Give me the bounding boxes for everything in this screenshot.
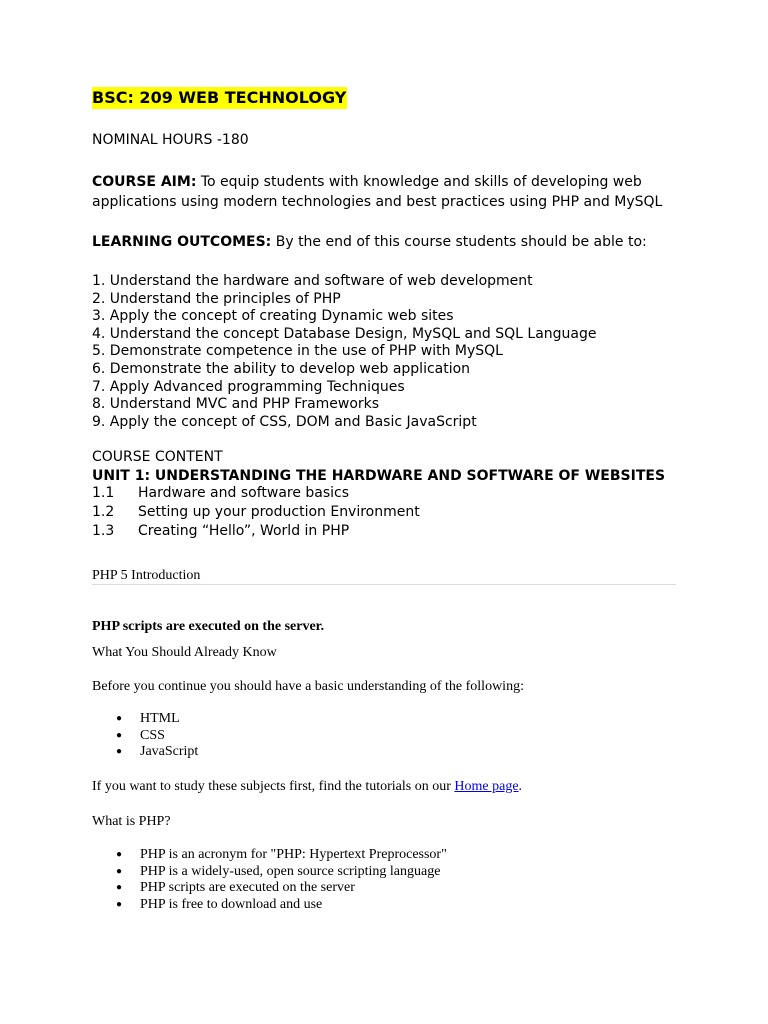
prereq-list	[92, 711, 198, 761]
bullet-icon: ●	[116, 713, 123, 724]
study-text: If you want to study these subjects first, find the tutorials on our	[92, 779, 455, 794]
topic-text: Setting up your production Environment	[138, 504, 420, 520]
list-item-text: CSS	[140, 727, 165, 743]
bullet-icon: ●	[116, 865, 123, 877]
outcome-item: 6. Demonstrate the ability to develop web application	[92, 360, 471, 377]
outcome-item: 4. Understand the concept Database Design, MySQL and SQL Language	[92, 325, 597, 342]
bullet-icon: ●	[116, 849, 123, 860]
topic-number: 1.3	[92, 523, 115, 539]
topic-row	[92, 484, 349, 503]
learning-outcomes-paragraph	[92, 233, 647, 251]
bullet-icon: ●	[116, 746, 123, 758]
list-item-text: PHP is a widely-used, open source scripting language	[140, 863, 441, 879]
outcome-item: 1. Understand the hardware and software of web development	[92, 273, 533, 289]
list-item	[92, 711, 198, 728]
topic-text: Creating “Hello”, World in PHP	[138, 523, 350, 539]
outcome-item: 2. Understand the principles of PHP	[92, 290, 341, 307]
bullet-icon: ●	[116, 882, 123, 894]
outcome-item: 7. Apply Advanced programming Techniques	[92, 378, 405, 395]
topic-number: 1.1	[92, 485, 115, 501]
what-is-php-list	[92, 847, 447, 914]
course-aim-paragraph	[92, 172, 676, 212]
learning-outcomes-list	[92, 273, 597, 431]
list-item-text: JavaScript	[140, 744, 199, 760]
learning-outcomes-text: By the end of this course students should be able to:	[271, 234, 647, 250]
what-is-php-heading: What is PHP?	[92, 814, 171, 829]
before-text: Before you continue you should have a basic understanding of the following:	[92, 679, 524, 694]
nominal-hours: NOMINAL HOURS -180	[92, 132, 249, 148]
topic-number: 1.2	[92, 504, 115, 520]
list-item	[92, 847, 447, 864]
list-item	[92, 864, 447, 881]
study-paragraph	[92, 778, 522, 796]
unit-1-title: UNIT 1: UNDERSTANDING THE HARDWARE AND SOFTWARE OF WEBSITES	[92, 468, 666, 484]
outcome-item: 8. Understand MVC and PHP Frameworks	[92, 396, 380, 413]
list-item	[92, 728, 198, 745]
list-item-text: PHP is free to download and use	[140, 897, 323, 913]
outcome-item: 9. Apply the concept of CSS, DOM and Basic JavaScript	[92, 413, 477, 430]
outcome-item: 3. Apply the concept of creating Dynamic web sites	[92, 308, 454, 325]
course-title: BSC: 209 WEB TECHNOLOGY	[92, 88, 347, 107]
outcome-item: 5. Demonstrate competence in the use of PHP with MySQL	[92, 343, 503, 360]
learning-outcomes-label: LEARNING OUTCOMES:	[92, 234, 272, 250]
know-heading: What You Should Already Know	[92, 645, 277, 660]
list-item-text: PHP scripts are executed on the server	[140, 880, 355, 896]
course-aim-text: To equip students with knowledge and skills of developing web applications using modern technologies and best practices using PHP and MySQL	[92, 174, 663, 210]
home-page-link[interactable]: Home page	[454, 779, 519, 794]
php-intro-heading: PHP 5 Introduction	[92, 568, 201, 583]
bullet-icon: ●	[116, 729, 123, 741]
list-item	[92, 744, 198, 761]
course-content-heading: COURSE CONTENT	[92, 449, 223, 465]
study-text-end: .	[518, 779, 523, 794]
topic-text: Hardware and software basics	[138, 485, 350, 501]
bullet-icon: ●	[116, 899, 123, 911]
list-item-text: PHP is an acronym for "PHP: Hypertext Preprocessor"	[140, 847, 447, 862]
list-item-text: HTML	[140, 711, 180, 726]
list-item	[92, 897, 447, 914]
php-server-statement: PHP scripts are executed on the server.	[92, 619, 325, 634]
topic-row	[92, 503, 420, 522]
topic-row	[92, 522, 349, 541]
list-item	[92, 880, 447, 897]
course-aim-label: COURSE AIM:	[92, 174, 197, 190]
section-divider	[92, 584, 676, 585]
